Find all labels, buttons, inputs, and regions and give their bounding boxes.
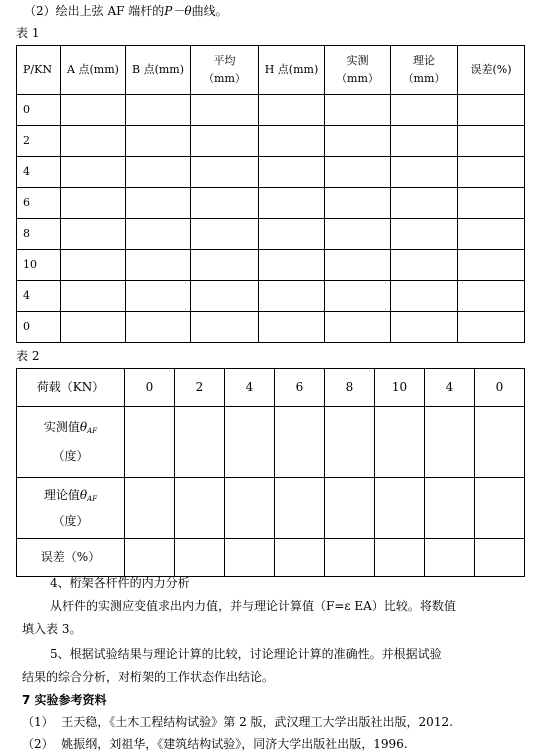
header-measured: 实测 （mm）: [325, 46, 391, 95]
table-row: 2: [17, 126, 525, 157]
heading-suffix: 曲线。: [191, 4, 228, 18]
table-row: 8: [17, 219, 525, 250]
header-p: P/KN: [17, 46, 61, 95]
reference-number: （2）: [22, 737, 54, 751]
section-heading: [24, 2, 228, 19]
table-row: 0: [17, 312, 525, 343]
table-row: 0: [17, 95, 525, 126]
header-b: B 点(mm): [126, 46, 191, 95]
reference-1: [22, 713, 453, 730]
table-2: [16, 368, 525, 577]
heading-prefix: （2）绘出上弦 AF 端杆的: [24, 4, 165, 18]
theory-row: [17, 478, 525, 539]
table-row: 4: [17, 281, 525, 312]
header-a: A 点(mm): [61, 46, 126, 95]
reference-text: 姚振纲，刘祖华，《建筑结构试验》，同济大学出版社出版，1996.: [61, 737, 408, 751]
header-h: H 点(mm): [259, 46, 325, 95]
theory-label: 理论值$\theta_{AF}$ （度）: [17, 478, 125, 539]
header-error: 误差(%): [458, 46, 525, 95]
heading-formula: P－θ: [164, 4, 192, 18]
reference-2: [22, 735, 408, 752]
error-row: [17, 539, 525, 577]
measured-row: [17, 407, 525, 478]
table2-caption: 表 2: [16, 349, 40, 363]
table-row: 4: [17, 157, 525, 188]
item-5-line2: 结果的综合分析，对桁架的工作状态作出结论。: [22, 670, 275, 684]
table-row: 10: [17, 250, 525, 281]
table1-caption: 表 1: [16, 26, 40, 40]
measured-label: 实测值$\theta_{AF}$ （度）: [17, 407, 125, 478]
error-label: 误差（%）: [17, 539, 125, 577]
header-avg: 平均 （mm）: [191, 46, 259, 95]
load-row: 荷载（KN） 0 2 4 6 8 10 4 0: [17, 369, 525, 407]
table1-header-row: [17, 46, 525, 95]
header-theory: 理论 （mm）: [391, 46, 458, 95]
table-row: 6: [17, 188, 525, 219]
item-4: 4、桁架各杆件的内力分析: [50, 576, 190, 590]
reference-number: （1）: [22, 715, 54, 729]
para-4-line1: 从杆件的实测应变值求出内力值，并与理论计算值（F=ε EA）比较。将数值: [50, 599, 456, 613]
load-label: 荷载（KN）: [17, 369, 125, 407]
para-4-line2: 填入表 3。: [22, 622, 82, 636]
reference-text: 王天稳，《土木工程结构试验》第 2 版，武汉理工大学出版社出版，2012.: [61, 715, 453, 729]
table-1: [16, 45, 525, 343]
item-5-line1: 5、根据试验结果与理论计算的比较，讨论理论计算的准确性。并根据试验: [50, 647, 442, 661]
section-title: 7 实验参考资料: [22, 693, 107, 707]
